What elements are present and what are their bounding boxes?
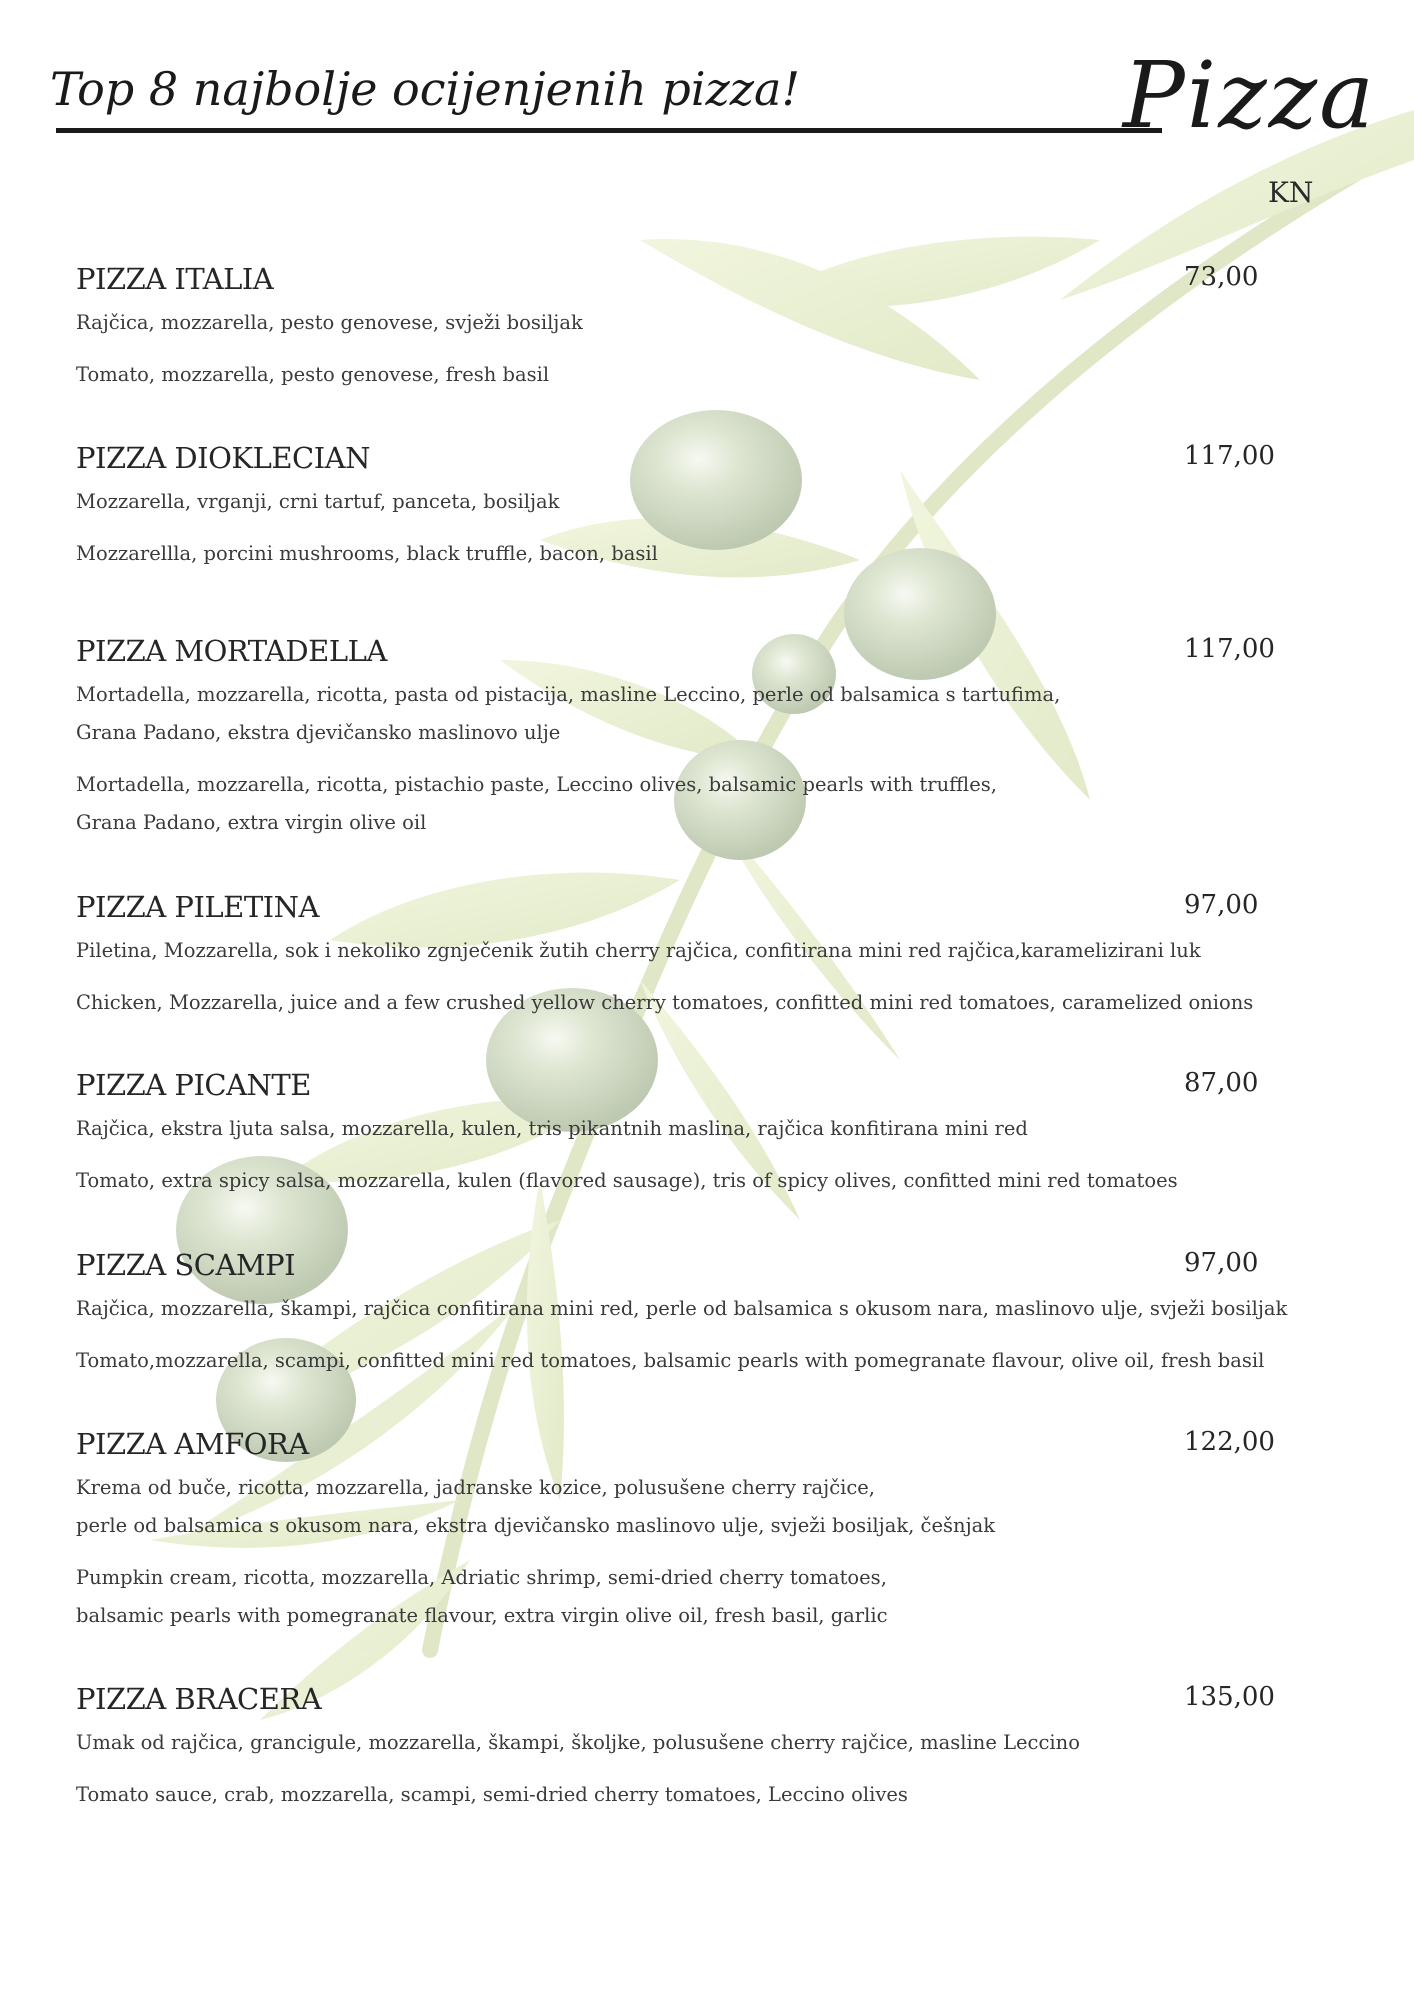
item-description-hr: Grana Padano, ekstra djevičansko maslinovo ulje — [76, 721, 561, 744]
item-name: PIZZA ITALIA — [76, 262, 274, 296]
item-price: 122,00 — [1184, 1427, 1275, 1457]
item-description-hr: Piletina, Mozzarella, sok i nekoliko zgnječenik žutih cherry rajčica, confitirana mini red rajčica,karamelizirani luk — [76, 939, 1201, 962]
item-name: PIZZA DIOKLECIAN — [76, 441, 370, 475]
menu-item — [76, 890, 1259, 1022]
item-description-hr: Mozzarella, vrganji, crni tartuf, panceta, bosiljak — [76, 490, 560, 513]
item-name: PIZZA BRACERA — [76, 1682, 322, 1716]
item-name: PIZZA AMFORA — [76, 1427, 309, 1461]
menu-item — [76, 1248, 1288, 1380]
item-description-hr: Mortadella, mozzarella, ricotta, pasta od pistacija, masline Leccino, perle od balsamica s tartufima, — [76, 683, 1061, 706]
item-description-hr: perle od balsamica s okusom nara, ekstra djevičansko maslinovo ulje, svježi bosiljak, češnjak — [76, 1514, 996, 1537]
item-description-hr: Rajčica, mozzarella, škampi, rajčica confitirana mini red, perle od balsamica s okusom nara, maslinovo ulje, svježi bosiljak — [76, 1297, 1288, 1320]
item-price: 117,00 — [1184, 634, 1275, 664]
menu-item — [76, 634, 1275, 842]
menu-item — [76, 1427, 1275, 1635]
item-price: 97,00 — [1184, 890, 1259, 920]
item-price: 135,00 — [1184, 1682, 1275, 1712]
menu-item — [76, 1068, 1259, 1200]
item-description-en: Grana Padano, extra virgin olive oil — [76, 811, 427, 834]
item-name: PIZZA PICANTE — [76, 1068, 311, 1102]
item-price: 117,00 — [1184, 441, 1275, 471]
currency-label: KN — [1268, 176, 1314, 209]
item-description-hr: Umak od rajčica, grancigule, mozzarella, škampi, školjke, polusušene cherry rajčice, masline Leccino — [76, 1731, 1080, 1754]
menu-section-title: Pizza — [1122, 42, 1376, 149]
item-description-en: Tomato sauce, crab, mozzarella, scampi, semi-dried cherry tomatoes, Leccino olives — [76, 1783, 908, 1806]
item-description-en: balsamic pearls with pomegranate flavour, extra virgin olive oil, fresh basil, garlic — [76, 1604, 888, 1627]
item-description-en: Mozzarellla, porcini mushrooms, black truffle, bacon, basil — [76, 542, 658, 565]
item-description-hr: Rajčica, mozzarella, pesto genovese, svježi bosiljak — [76, 311, 583, 334]
item-description-hr: Krema od buče, ricotta, mozzarella, jadranske kozice, polusušene cherry rajčice, — [76, 1476, 876, 1499]
menu-item — [76, 441, 1275, 573]
item-description-en: Pumpkin cream, ricotta, mozzarella, Adriatic shrimp, semi-dried cherry tomatoes, — [76, 1566, 887, 1589]
title-underline — [56, 128, 1162, 133]
item-description-en: Tomato, extra spicy salsa, mozzarella, kulen (flavored sausage), tris of spicy olives, confitted mini red tomatoes — [76, 1169, 1178, 1192]
item-description-en: Mortadella, mozzarella, ricotta, pistachio paste, Leccino olives, balsamic pearls with truffles, — [76, 773, 997, 796]
item-description-en: Chicken, Mozzarella, juice and a few crushed yellow cherry tomatoes, confitted mini red tomatoes, caramelized onions — [76, 991, 1254, 1014]
item-name: PIZZA PILETINA — [76, 890, 319, 924]
item-price: 87,00 — [1184, 1068, 1259, 1098]
item-description-hr: Rajčica, ekstra ljuta salsa, mozzarella, kulen, tris pikantnih maslina, rajčica konfitirana mini red — [76, 1117, 1028, 1140]
item-name: PIZZA MORTADELLA — [76, 634, 387, 668]
item-price: 97,00 — [1184, 1248, 1259, 1278]
page-title: Top 8 najbolje ocijenjenih pizza! — [50, 62, 800, 116]
item-description-en: Tomato,mozzarella, scampi, confitted mini red tomatoes, balsamic pearls with pomegranate flavour, olive oil, fresh basil — [76, 1349, 1265, 1372]
menu-item — [76, 1682, 1275, 1814]
item-name: PIZZA SCAMPI — [76, 1248, 296, 1282]
item-price: 73,00 — [1184, 262, 1259, 292]
menu-item — [76, 262, 1259, 394]
item-description-en: Tomato, mozzarella, pesto genovese, fresh basil — [76, 363, 550, 386]
